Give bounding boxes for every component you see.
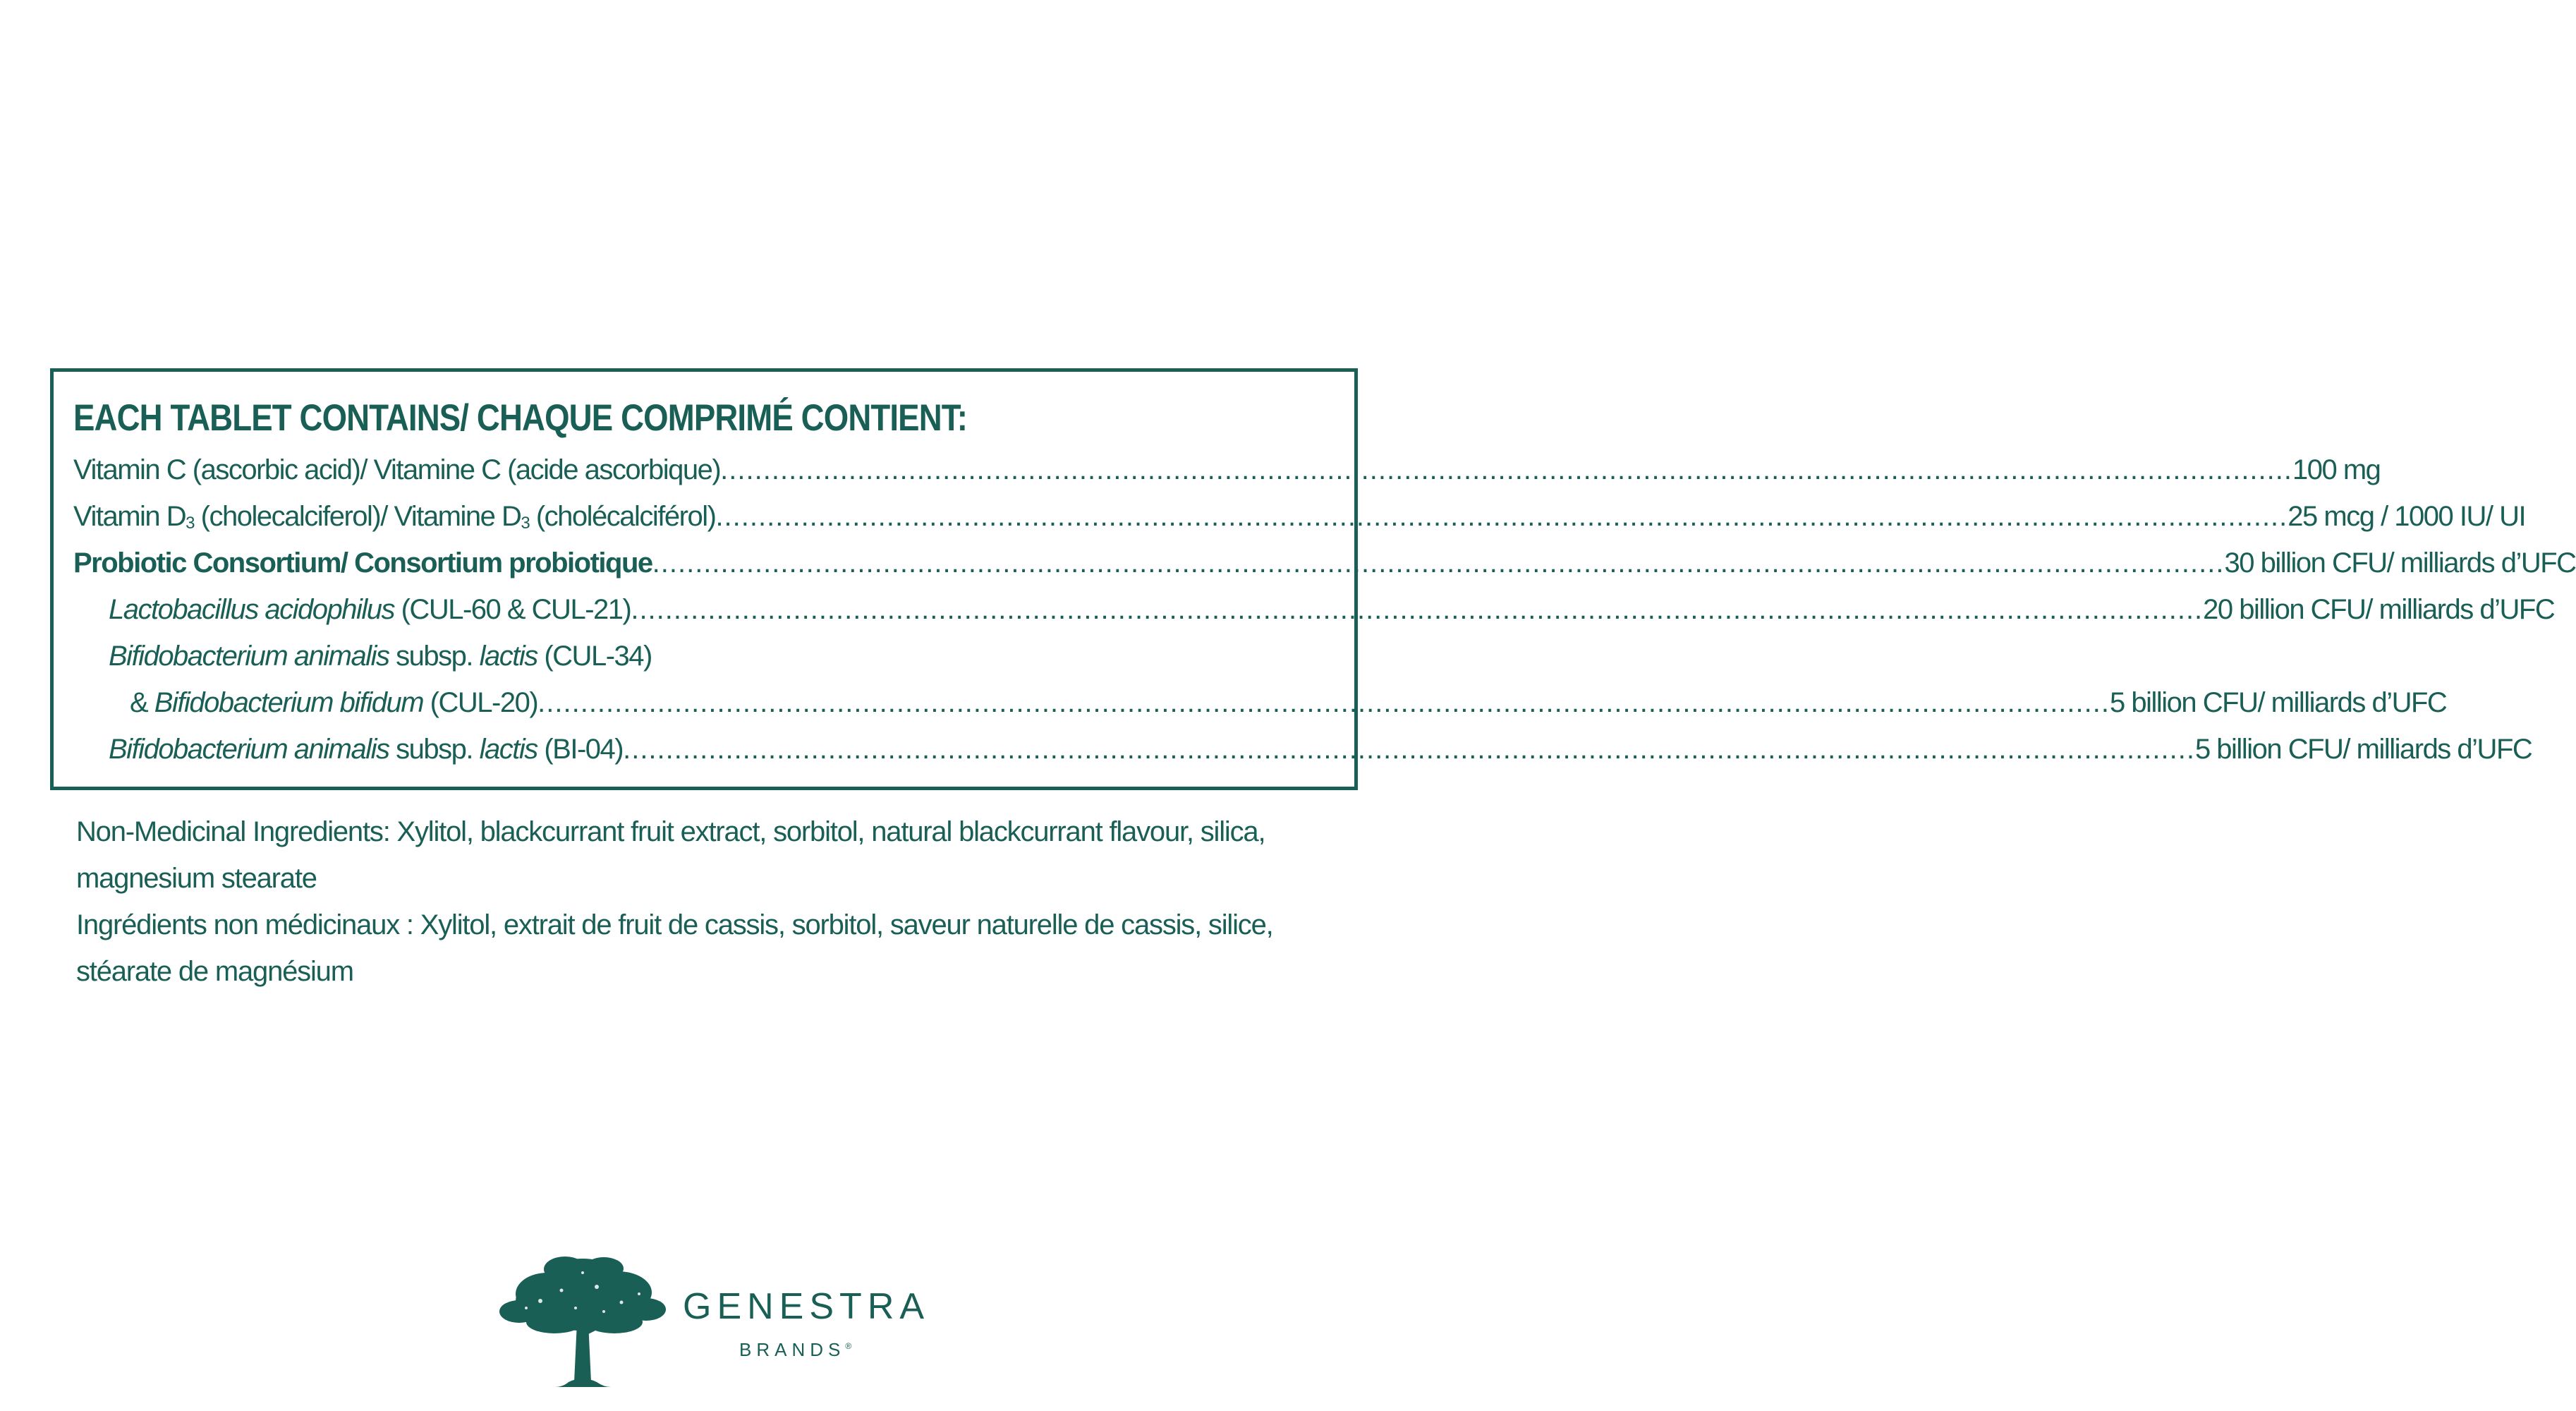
ingredient-amount: 100 mg	[2292, 454, 2381, 485]
ingredient-row-lactobacillus	[109, 588, 2555, 631]
non-medicinal-ingredients	[76, 809, 1275, 995]
dot-leader: ........................................................................................................................................................................................	[631, 594, 2204, 625]
brand-name: GENESTRA	[683, 1286, 930, 1327]
ingredient-amount: 5 billion CFU/ milliards d’UFC	[2109, 687, 2447, 718]
ingredient-name: Vitamin $D_3$ (cholecalciferol)/ Vitamine $D_3$ (cholécalciférol)	[73, 501, 716, 533]
ingredient-amount: 30 billion CFU/ milliards d’UFC	[2224, 547, 2576, 579]
tree-icon	[498, 1252, 667, 1393]
registered-mark: ®	[845, 1341, 852, 1351]
dot-leader: ........................................................................................................................................................................................	[720, 454, 2292, 485]
ingredient-name: Vitamin C (ascorbic acid)/ Vitamine C (acide ascorbique)	[73, 454, 721, 485]
ingredient-name: Lactobacillus acidophilus (CUL-60 & CUL-21)	[109, 594, 631, 625]
ingredient-row-probiotic-consortium	[73, 542, 2576, 584]
ingredient-row-vitamin-c	[73, 449, 2381, 491]
ingredient-name: Probiotic Consortium/ Consortium probiotique	[73, 547, 652, 579]
panel-title: EACH TABLET CONTAINS/ CHAQUE COMPRIMÉ CONTIENT:	[73, 397, 968, 439]
ingredient-row-vitamin-d3	[73, 495, 2526, 538]
ingredient-amount: 5 billion CFU/ milliards d’UFC	[2194, 734, 2532, 765]
dot-leader: ........................................................................................................................................................................................	[715, 501, 2288, 532]
brand-subtitle: BRANDS®	[739, 1339, 852, 1360]
dot-leader: ........................................................................................................................................................................................	[537, 687, 2110, 718]
ingredient-name: Bifidobacterium animalis subsp. lactis (BI-04)	[109, 734, 624, 765]
ingredient-row-bifido-bi04	[109, 728, 2532, 770]
ingredient-name: & Bifidobacterium bifidum (CUL-20)	[130, 687, 538, 718]
dot-leader: ........................................................................................................................................................................................	[623, 734, 2195, 765]
ingredients-french: Ingrédients non médicinaux : Xylitol, extrait de fruit de cassis, sorbitol, saveur naturelle de cassis, silice, stéarate de magnésium	[76, 909, 1273, 987]
ingredients-english: Non-Medicinal Ingredients: Xylitol, blackcurrant fruit extract, sorbitol, natural blackcurrant flavour, silica, magnesium stearate	[76, 816, 1265, 894]
ingredient-amount: 20 billion CFU/ milliards d’UFC	[2203, 594, 2555, 625]
ingredient-name: Bifidobacterium animalis subsp. lactis (CUL-34)	[109, 641, 652, 672]
dot-leader: ........................................................................................................................................................................................	[652, 547, 2225, 579]
ingredient-row-bifido-cul34	[109, 635, 1333, 677]
ingredient-amount: 25 mcg / 1000 IU/ UI	[2288, 501, 2526, 532]
ingredient-row-bifido-cul20	[130, 682, 2447, 724]
